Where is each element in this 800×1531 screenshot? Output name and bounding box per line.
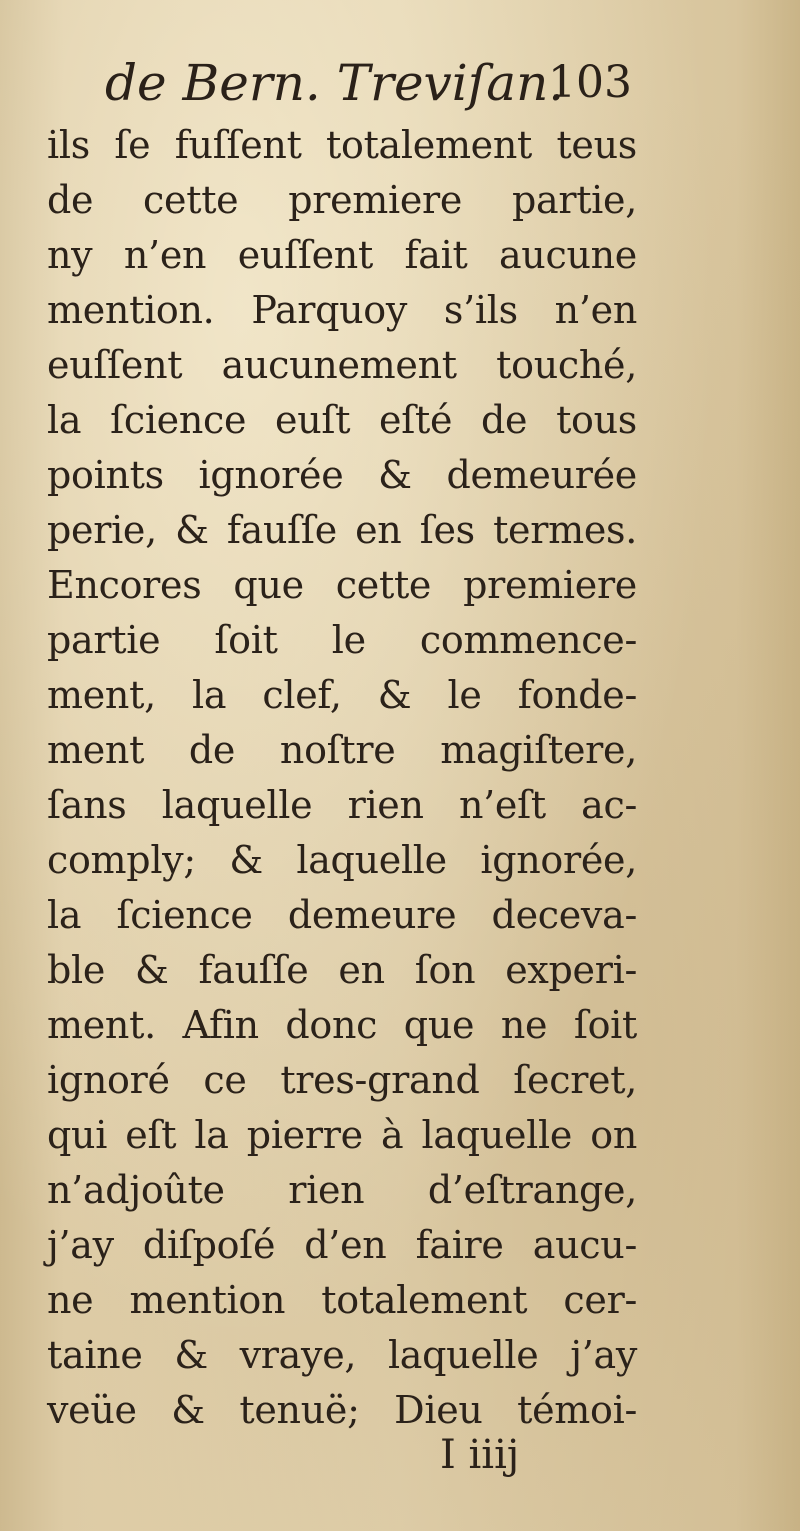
text-line: perie, & fauſſe en ſes termes. — [47, 508, 637, 552]
text-line: de cette premiere partie, — [47, 178, 637, 222]
text-line: j’ay diſpoſé d’en faire aucu- — [47, 1223, 637, 1267]
text-line: Encores que cette premiere — [47, 563, 637, 607]
text-line: partie ſoit le commence- — [47, 618, 637, 662]
text-line: points ignorée & demeurée — [47, 453, 637, 497]
text-line: ble & fauſſe en ſon experi- — [47, 948, 637, 992]
page-number: 103 — [548, 57, 632, 108]
text-line: veüe & tenuë; Dieu témoi- — [47, 1388, 637, 1432]
text-line: ment, la clef, & le fonde- — [47, 673, 637, 717]
text-line: ne mention totalement cer- — [47, 1278, 637, 1322]
text-line: ment. Afin donc que ne ſoit — [47, 1003, 637, 1047]
text-line: la ſcience demeure deceva- — [47, 893, 637, 937]
signature-mark: I iiij — [440, 1432, 520, 1478]
text-line: ſans laquelle rien n’eſt ac- — [47, 783, 637, 827]
text-line: qui eſt la pierre à laquelle on — [47, 1113, 637, 1157]
text-line: mention. Parquoy s’ils n’en — [47, 288, 637, 332]
running-head — [0, 48, 800, 118]
text-line: la ſcience euſt eſté de tous — [47, 398, 637, 442]
text-line: taine & vraye, laquelle j’ay — [47, 1333, 637, 1377]
text-line: n’adjoûte rien d’eſtrange, — [47, 1168, 637, 1212]
text-line: ment de noſtre magiſtere, — [47, 728, 637, 772]
body-text — [47, 118, 637, 1438]
text-line: ny n’en euſſent fait aucune — [47, 233, 637, 277]
running-title: de Bern. Treviſan. — [105, 54, 565, 112]
text-line: comply; & laquelle ignorée, — [47, 838, 637, 882]
text-line: ignoré ce tres-grand ſecret, — [47, 1058, 637, 1102]
text-line: euſſent aucunement touché, — [47, 343, 637, 387]
text-line: ils ſe fuſſent totalement teus — [47, 123, 637, 167]
